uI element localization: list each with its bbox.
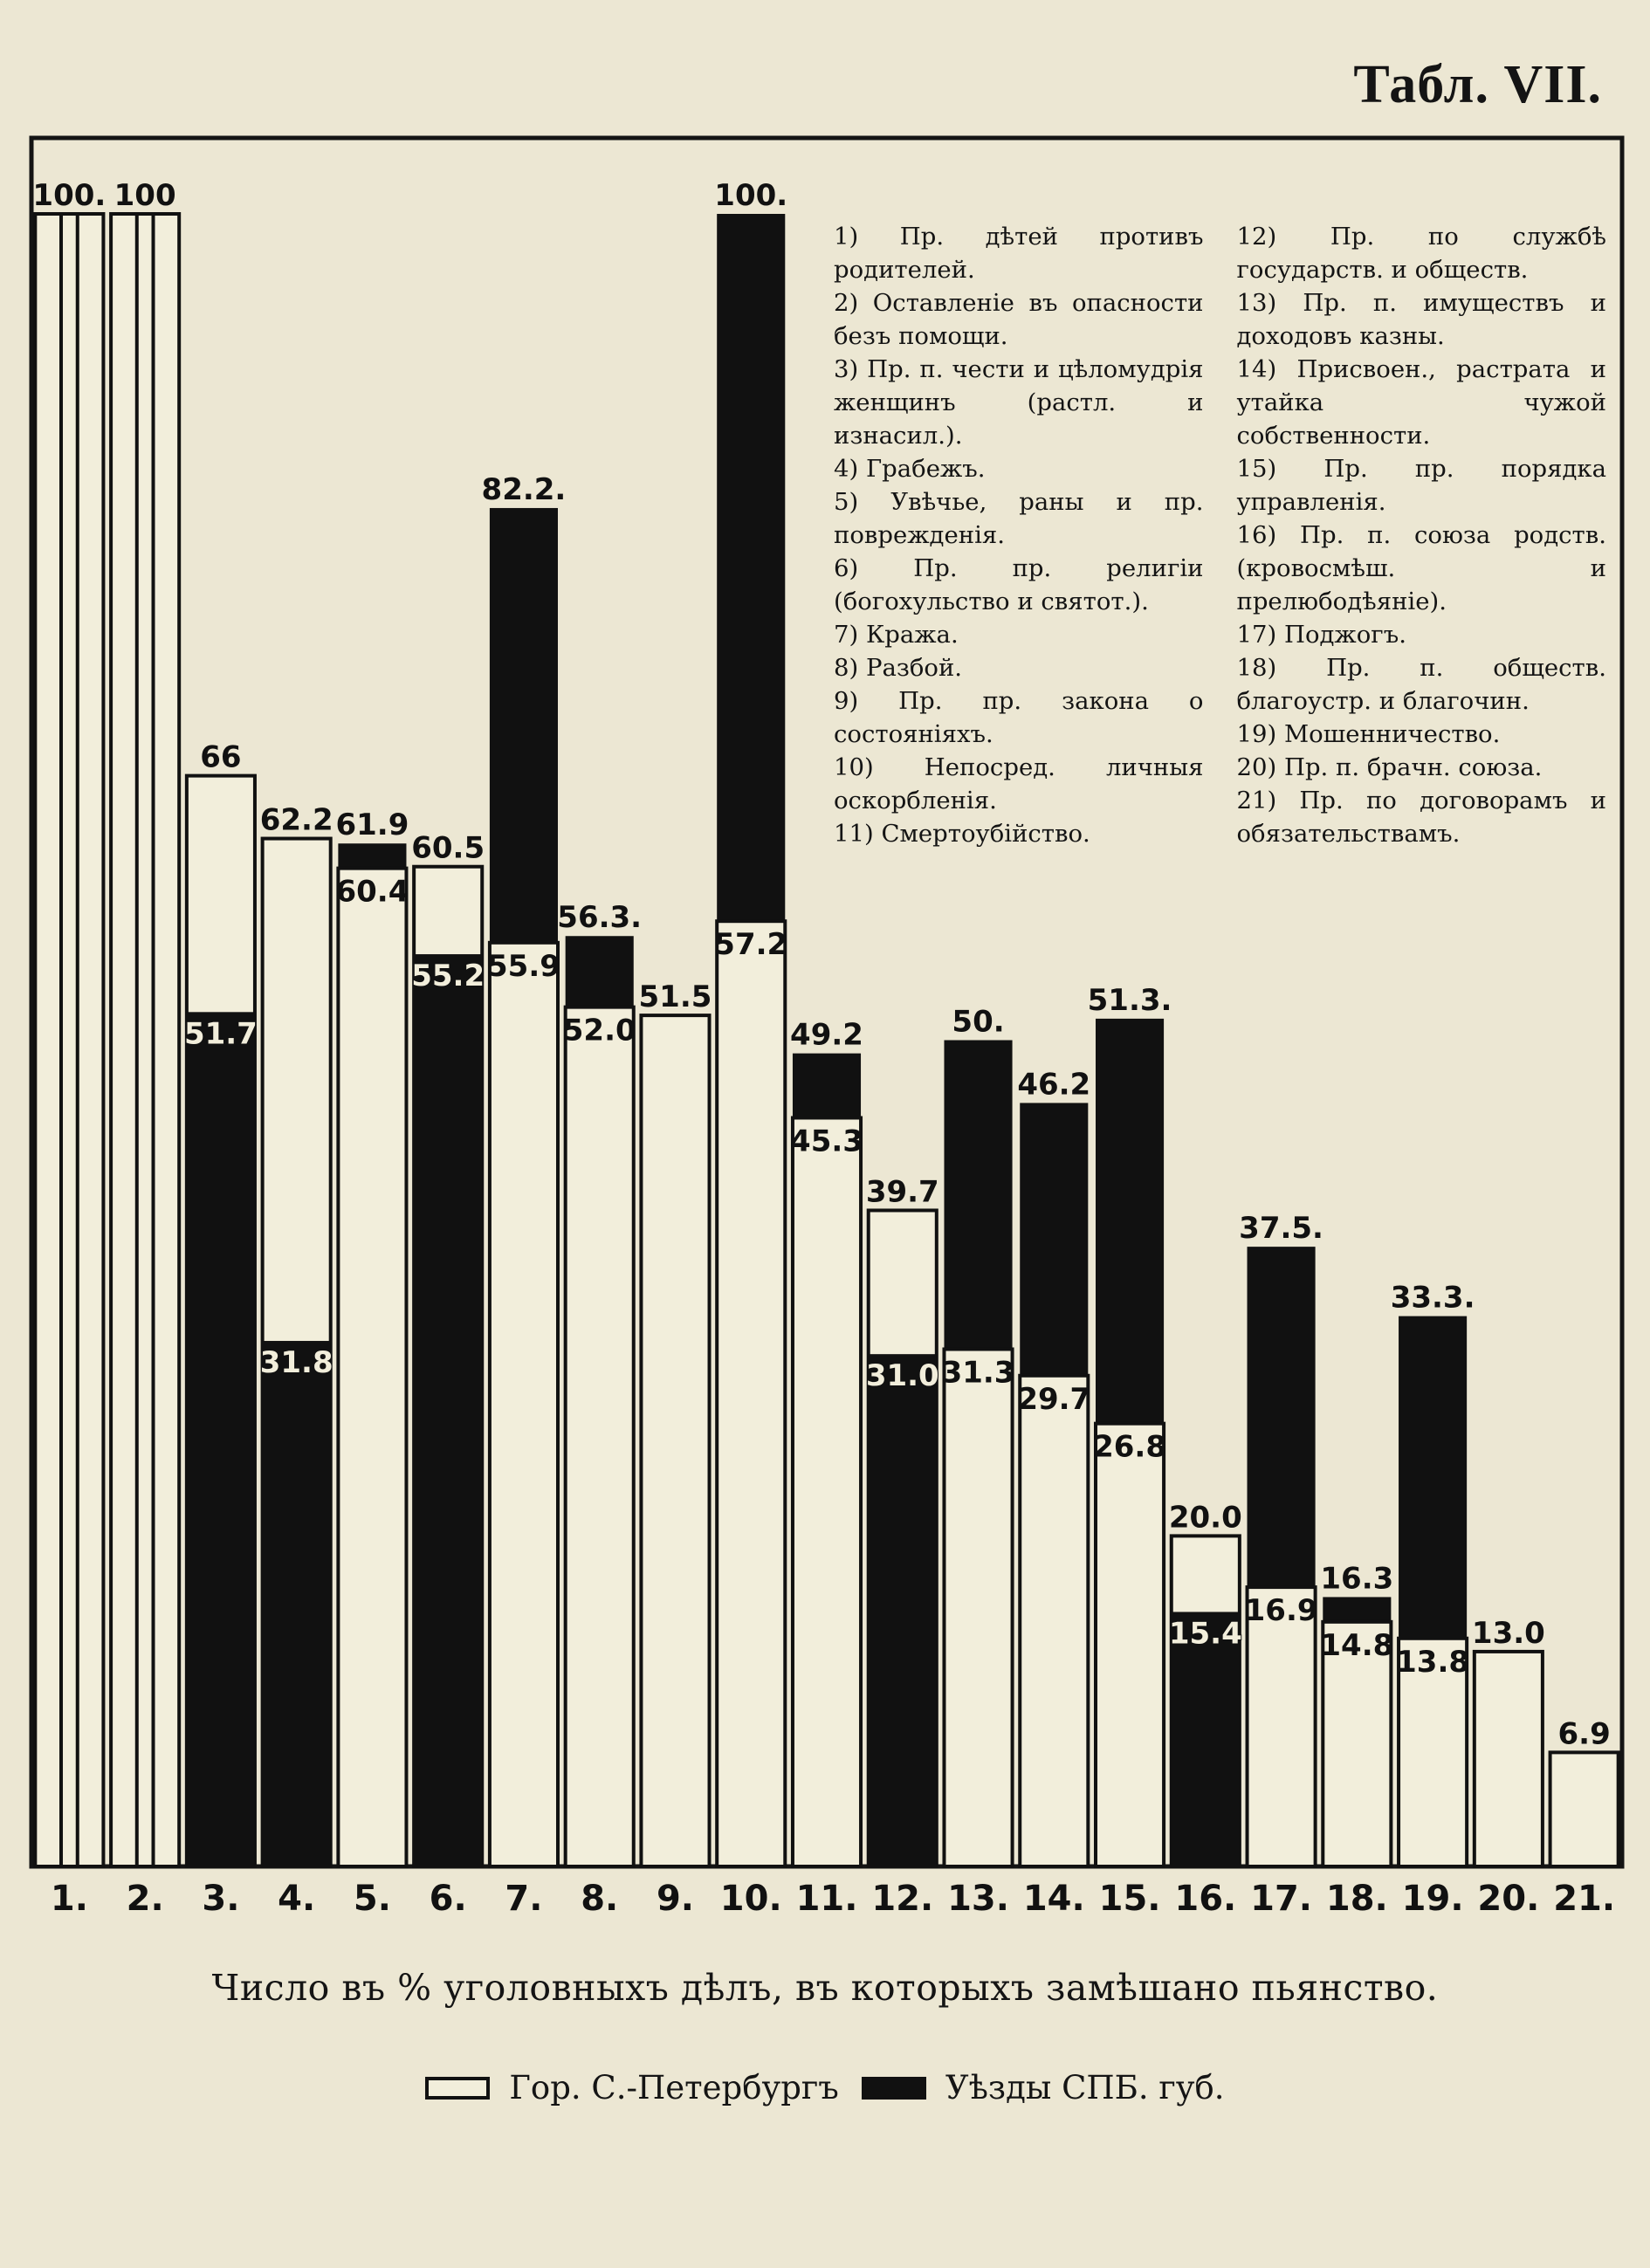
x-tick-label: 2. <box>126 1879 164 1919</box>
value-label-city: 39.7 <box>865 1174 939 1210</box>
bar-districts <box>263 1341 331 1866</box>
bar-districts <box>414 954 482 1866</box>
offense-legend-item: 1) Пр. дѣтей противъ родителей. <box>834 223 1204 284</box>
offense-legend-item: 6) Пр. пр. религіи (богохульство и святот.). <box>834 554 1204 615</box>
value-label-districts: 61.9 <box>335 808 409 843</box>
x-tick-label: 20. <box>1477 1879 1540 1919</box>
bar-city <box>717 921 785 1866</box>
bar-city <box>1550 1752 1619 1866</box>
offense-legend-item: 15) Пр. пр. порядка управленія. <box>1236 455 1606 516</box>
chart-title: Число въ % уголовныхъ дѣлъ, въ которыхъ замѣшано пьянство. <box>211 1967 1439 2009</box>
value-label-city: 13.8 <box>1396 1644 1470 1680</box>
value-label-districts: 51.7 <box>183 1016 258 1052</box>
bar-city <box>490 943 558 1866</box>
value-label-districts: 31.8 <box>259 1345 333 1381</box>
x-tick-label: 6. <box>429 1879 467 1919</box>
offense-legend-item: 20) Пр. п. брачн. союза. <box>1236 753 1543 781</box>
value-label-districts: 31.0 <box>865 1358 939 1394</box>
value-label-districts: 50. <box>952 1004 1005 1040</box>
value-label-districts: 56.3. <box>557 900 643 936</box>
bar-city <box>641 1015 709 1866</box>
value-label-city: 20.0 <box>1168 1500 1242 1536</box>
x-tick-label: 10. <box>719 1879 782 1919</box>
value-label-city: 60.4 <box>335 874 409 910</box>
series-legend <box>0 2069 1650 2106</box>
bar-city <box>566 1007 634 1866</box>
x-tick-label: 16. <box>1174 1879 1237 1919</box>
x-tick-label: 7. <box>505 1879 543 1919</box>
bar-city <box>338 869 406 1866</box>
value-label-city: 51.5 <box>638 979 712 1015</box>
value-label-districts: 55.2 <box>411 959 485 994</box>
value-label-districts: 16.3 <box>1320 1561 1394 1597</box>
x-tick-label: 12. <box>871 1879 934 1919</box>
legend-swatch-light <box>425 2077 490 2100</box>
offense-legend-item: 8) Разбой. <box>834 654 963 682</box>
offense-legend-item: 18) Пр. п. обществ. благоустр. и благочин. <box>1236 654 1606 715</box>
value-label-districts: 46.2 <box>1017 1067 1091 1103</box>
x-tick-label: 4. <box>278 1879 316 1919</box>
x-tick-label: 17. <box>1250 1879 1313 1919</box>
tick-label-group <box>51 1879 1615 1919</box>
value-label-districts: 51.3. <box>1087 982 1172 1018</box>
bar-districts <box>187 1012 255 1866</box>
value-label-districts: 15.4 <box>1168 1616 1242 1652</box>
legend-swatch-dark <box>862 2077 926 2100</box>
bar-city <box>61 214 78 1866</box>
offense-legend-item: 12) Пр. по службѣ государств. и обществ. <box>1236 223 1606 284</box>
x-tick-label: 15. <box>1098 1879 1161 1919</box>
legend-label-light: Гор. С.-Петербургъ <box>509 2069 839 2106</box>
bar-city <box>1475 1652 1543 1866</box>
value-label-districts: 100. <box>714 178 788 213</box>
offense-legend-item: 10) Непосред. личныя оскорбленія. <box>834 753 1204 814</box>
x-tick-label: 18. <box>1325 1879 1388 1919</box>
x-tick-label: 9. <box>656 1879 694 1919</box>
value-label-districts: 82.2. <box>481 471 567 507</box>
offense-legend-item: 7) Кража. <box>834 621 959 649</box>
value-label-city: 13.0 <box>1471 1615 1545 1651</box>
x-tick-label: 19. <box>1401 1879 1464 1919</box>
bar-city <box>1020 1376 1088 1866</box>
bar-city <box>1096 1424 1164 1866</box>
offense-legend-item: 5) Увѣчье, раны и пр. поврежденія. <box>834 488 1204 549</box>
offense-legend-item: 11) Смертоубійство. <box>834 820 1090 848</box>
offense-legend-item: 19) Мошенничество. <box>1236 720 1501 748</box>
value-label-districts: 100. <box>32 178 107 213</box>
offense-legend-item: 16) Пр. п. союза родств. (кровосмѣш. и прелюбодѣяніе). <box>1236 521 1606 615</box>
x-tick-label: 8. <box>581 1879 619 1919</box>
offense-legend-item: 2) Оставленіе въ опасности безъ помощи. <box>834 289 1204 350</box>
value-label-city: 6.9 <box>1557 1716 1611 1752</box>
value-label-city: 66 <box>200 739 242 775</box>
bar-city <box>944 1349 1012 1866</box>
offense-legend-item: 4) Грабежъ. <box>834 455 986 483</box>
value-label-city: 29.7 <box>1017 1381 1091 1417</box>
value-label-city: 62.2 <box>259 802 333 838</box>
value-label-city: 57.2 <box>714 927 788 963</box>
offense-legend-item: 13) Пр. п. имуществъ и доходовъ казны. <box>1236 289 1606 350</box>
plate-label: Табл. VII. <box>1353 55 1602 114</box>
value-label-districts: 49.2 <box>790 1017 863 1053</box>
offense-legend-item: 21) Пр. по договорамъ и обязательствамъ. <box>1236 787 1606 848</box>
legend-label-dark: Уѣзды СПБ. губ. <box>945 2069 1225 2106</box>
x-tick-label: 13. <box>947 1879 1009 1919</box>
offense-legend <box>834 220 1606 850</box>
value-label-city: 26.8 <box>1093 1429 1166 1465</box>
x-tick-label: 21. <box>1553 1879 1616 1919</box>
value-label-city: 14.8 <box>1320 1627 1394 1663</box>
value-label-city: 16.9 <box>1244 1593 1318 1629</box>
value-label-city: 45.3 <box>790 1124 863 1159</box>
offense-legend-item: 17) Поджогъ. <box>1236 621 1406 649</box>
value-label-districts: 100 <box>113 178 176 213</box>
bar-city <box>137 214 154 1866</box>
value-label-districts: 37.5. <box>1239 1211 1323 1247</box>
value-label-districts: 33.3. <box>1390 1280 1475 1316</box>
value-label-city: 52.0 <box>562 1013 636 1048</box>
bar-city <box>1248 1587 1316 1866</box>
x-tick-label: 5. <box>353 1879 391 1919</box>
offense-legend-item: 9) Пр. пр. закона о состояніяхъ. <box>834 687 1204 748</box>
x-tick-label: 11. <box>795 1879 858 1919</box>
offense-legend-item: 14) Присвоен., растрата и утайка чужой собственности. <box>1236 355 1606 450</box>
x-tick-label: 1. <box>50 1879 88 1919</box>
value-label-city: 55.9 <box>487 948 560 984</box>
value-label-city: 60.5 <box>411 830 485 866</box>
offense-legend-item: 3) Пр. п. чести и цѣломудрія женщинъ (растл. и изнасил.). <box>834 355 1204 450</box>
x-tick-label: 14. <box>1022 1879 1085 1919</box>
bar-city <box>793 1117 861 1866</box>
x-tick-label: 3. <box>202 1879 240 1919</box>
value-label-city: 31.3 <box>941 1355 1015 1391</box>
bar-districts <box>869 1354 937 1866</box>
